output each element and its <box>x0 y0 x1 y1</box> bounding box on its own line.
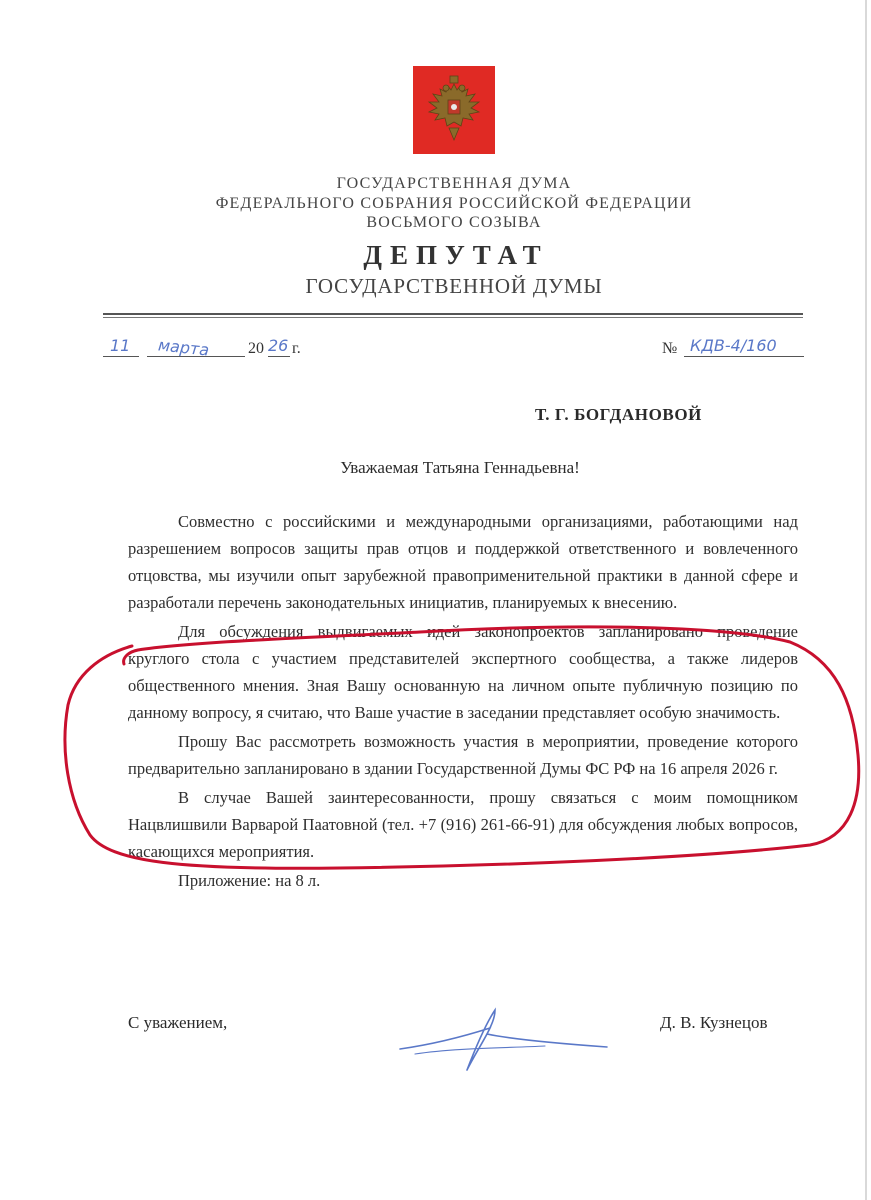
paragraph-3: Прошу Вас рассмотреть возможность участия в мероприятии, проведение которого предварительно запланировано в здании Государственной Думы ФС РФ на 16 апреля 2026 г. <box>128 732 798 778</box>
emblem-icon <box>413 66 495 154</box>
number-prefix: № <box>662 340 678 357</box>
date-year-prefix: 20 <box>248 340 264 357</box>
paragraph-2: Для обсуждения выдвигаемых идей законопроектов запланировано проведение круглого стола с участием представителей экспертного сообщества, а также лидеров общественного мнения. Зная Вашу основанную на личном опыте публичную позицию по данному вопросу, я считаю, что Ваше участие в заседании представляет особую значимость. <box>128 622 798 722</box>
coat-of-arms-icon <box>413 66 495 154</box>
date-day: 11 <box>110 336 131 355</box>
header-line-1: ГОСУДАРСТВЕННАЯ ДУМА <box>336 175 572 192</box>
date-month: марта <box>157 335 211 360</box>
date-year-suffix: 26 <box>268 336 289 355</box>
letter-body <box>128 508 798 896</box>
header-line-2: ФЕДЕРАЛЬНОГО СОБРАНИЯ РОССИЙСКОЙ ФЕДЕРАЦИИ <box>215 195 693 212</box>
date-year-line <box>268 356 290 357</box>
header-rule-thin <box>103 317 803 318</box>
number-line <box>684 356 804 357</box>
attachment-note: Приложение: на 8 л. <box>178 871 321 890</box>
signature-mark <box>395 1004 615 1074</box>
signatory-name: Д. В. Кузнецов <box>660 1013 768 1032</box>
document-number: КДВ-4/160 <box>690 336 777 355</box>
addressee: Т. Г. БОГДАНОВОЙ <box>535 405 703 424</box>
greeting: Уважаемая Татьяна Геннадьевна! <box>340 458 580 477</box>
paragraph-1: Совместно с российскими и международными организациями, работающими над разрешением вопросов защиты прав отцов и поддержкой ответственного и вовлеченного отцовства, мы изучили опыт зарубежной правоприменительной практики в данной сфере и разработали перечень законодательных инициатив, планируемых к внесению. <box>128 512 798 612</box>
header-line-3: ВОСЬМОГО СОЗЫВА <box>366 214 542 231</box>
header-rule <box>103 313 803 315</box>
date-day-line <box>103 356 139 357</box>
document-title: ДЕПУТАТ <box>363 240 549 270</box>
paragraph-4: В случае Вашей заинтересованности, прошу связаться с моим помощником Нацвлишвили Варварой Паатовной (тел. +7 (916) 261-66-91) для обсуждения любых вопросов, касающихся мероприятия. <box>128 788 798 861</box>
document-subtitle: ГОСУДАРСТВЕННОЙ ДУМЫ <box>305 274 603 298</box>
date-year-unit: г. <box>292 340 301 357</box>
closing: С уважением, <box>128 1013 228 1032</box>
